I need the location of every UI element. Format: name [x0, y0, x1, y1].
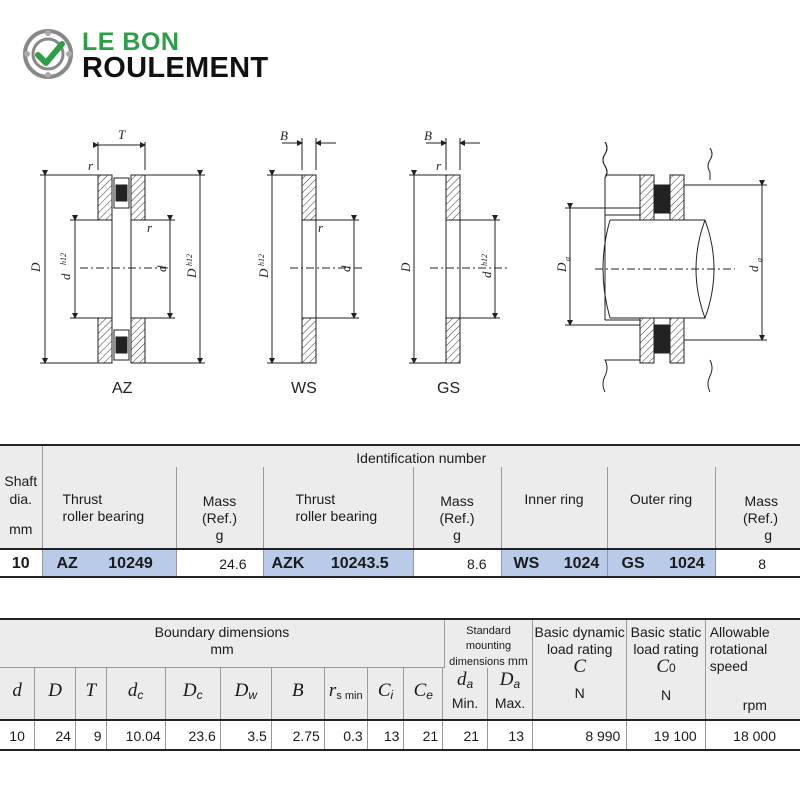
identification-table [0, 444, 800, 578]
gs-designation [607, 549, 715, 577]
val-Da: 13 [488, 720, 533, 750]
ws-dim-d-outer: D [256, 268, 271, 278]
val-D: 24 [35, 720, 76, 750]
stat-sub: 0 [669, 661, 676, 675]
val-rs: 0.3 [324, 720, 367, 750]
speed-header-line1: Allowable [709, 624, 770, 640]
boundary-header-line1: Boundary dimensions [154, 624, 290, 640]
az-dim-sup-1: h12 [59, 253, 68, 265]
asm-dim-da-inner: d [746, 265, 761, 272]
az-dim-d: d [154, 265, 169, 272]
bearing-drawings [0, 120, 800, 410]
shaft-header-line2: dia. [9, 491, 33, 507]
table-row [0, 549, 800, 577]
asm-dim-sub-2: a [755, 258, 764, 262]
logo-line-2: ROULEMENT [82, 52, 269, 84]
speed-header-unit: rpm [742, 697, 767, 713]
col-dc [106, 668, 165, 720]
az-dim-d-inner: d [58, 273, 73, 280]
identification-title: Identification number [42, 445, 800, 467]
col-Da-sub: a [513, 677, 521, 691]
shaft-value: 10 [11, 555, 30, 572]
speed-header [705, 619, 800, 720]
az-dim-t: T [118, 127, 126, 142]
azk-prefix: AZK [271, 555, 305, 572]
col-dc-sub: c [137, 688, 144, 702]
col-Dc-main: D [182, 680, 197, 701]
azk-mass: 8.6 [413, 549, 501, 577]
col-Dc [165, 668, 220, 720]
mass1-header-line1: Mass [202, 493, 237, 509]
val-Dc: 23.6 [165, 720, 220, 750]
dyn-header-line2: load rating [546, 641, 613, 657]
ws-drawing [267, 138, 365, 363]
mount-header-unit: mm [507, 654, 528, 668]
boundary-header-line2: mm [210, 641, 234, 657]
figure-label-ws: WS [291, 380, 317, 397]
mass1-header [176, 467, 263, 549]
mass3-header [715, 467, 800, 549]
mass3-header-line2: (Ref.) [743, 510, 778, 526]
val-B: 2.75 [271, 720, 324, 750]
ws-number: 1024 [563, 555, 600, 572]
dyn-header-sym: C [573, 656, 587, 677]
mass1-header-unit: g [215, 527, 224, 543]
col-Dw [220, 668, 271, 720]
val-Ce: 21 [404, 720, 443, 750]
gs-drawing [409, 138, 510, 363]
val-C0: 19 100 [627, 720, 705, 750]
val-Dw: 3.5 [220, 720, 271, 750]
az-mass: 24.6 [176, 549, 263, 577]
col-Ce-sub: e [426, 688, 433, 702]
ws-prefix: WS [513, 555, 540, 572]
col-B: B [271, 668, 324, 720]
gs-dim-sup: h12 [480, 254, 489, 266]
az-dim-d-h12: D [184, 268, 199, 278]
az-dim-r: r [88, 158, 94, 173]
ring-mass: 8 [715, 549, 800, 577]
mass3-header-unit: g [764, 527, 772, 543]
gs-dim-b: B [424, 128, 432, 143]
az-prefix: AZ [56, 555, 78, 572]
az-number: 10249 [108, 555, 153, 572]
trb1-header-line2: roller bearing [62, 508, 145, 524]
az-dim-sup-2: h12 [185, 254, 194, 266]
mount-header-line1: Standard mounting [465, 625, 512, 652]
trb1-header [42, 467, 176, 549]
speed-header-line3: speed [709, 658, 748, 674]
val-T: 9 [75, 720, 106, 750]
boundary-header [0, 620, 444, 668]
dynamic-rating-header [533, 619, 627, 720]
col-da-limit: Min. [451, 695, 479, 711]
col-Dc-sub: c [196, 688, 203, 702]
col-d: d [12, 680, 22, 701]
col-rs-main: r [328, 680, 337, 701]
ws-dim-r: r [318, 220, 324, 235]
trb2-header-line2: roller bearing [295, 508, 378, 524]
mount-header-line2 [445, 654, 532, 670]
gs-dim-d-outer: D [398, 262, 413, 272]
mount-header-dims: dimensions [449, 656, 505, 668]
col-Ce [404, 668, 443, 720]
trb1-header-line1: Thrust [62, 491, 103, 507]
col-Ci [367, 668, 404, 720]
azk-designation [263, 549, 413, 577]
asm-dim-da-outer: D [554, 262, 569, 272]
val-Ci: 13 [367, 720, 404, 750]
logo-line-1: LE BON [82, 28, 180, 56]
col-da [443, 668, 488, 720]
boundary-mount-header [0, 619, 533, 668]
ws-dim-b: B [280, 128, 288, 143]
shaft-header-unit: mm [9, 521, 33, 537]
dyn-header-unit: N [574, 685, 585, 701]
val-C: 8 990 [533, 720, 627, 750]
ws-designation [501, 549, 607, 577]
ws-dim-sup: h12 [257, 254, 266, 266]
mass2-header-unit: g [453, 527, 461, 543]
inner-ring-header: Inner ring [501, 467, 607, 549]
col-Ci-sub: i [390, 688, 394, 702]
val-dc: 10.04 [106, 720, 165, 750]
static-rating-header [627, 619, 705, 720]
gs-number: 1024 [669, 555, 705, 572]
gs-prefix: GS [621, 555, 645, 572]
mass3-header-line1: Mass [744, 493, 778, 509]
dimensions-table [0, 618, 800, 751]
bearing-check-icon [22, 28, 74, 80]
stat-header-unit: N [660, 687, 672, 703]
val-da: 21 [443, 720, 488, 750]
mass1-header-line2: (Ref.) [202, 510, 237, 526]
col-T: T [75, 668, 106, 720]
shaft-header-line1: Shaft [4, 473, 38, 489]
col-rs-sub: s min [336, 690, 363, 702]
col-Da-main: D [499, 669, 514, 690]
dyn-header-line1: Basic dynamic [534, 624, 625, 640]
col-D: D [35, 668, 76, 720]
outer-ring-header: Outer ring [607, 467, 715, 549]
col-dc-main: d [127, 680, 138, 701]
shaft-header [0, 445, 42, 549]
figure-label-gs: GS [437, 380, 461, 397]
az-dim-r2: r [147, 220, 153, 235]
trb2-header [263, 467, 413, 549]
col-Ci-main: C [377, 680, 391, 701]
col-Ce-main: C [413, 680, 427, 701]
col-rs [324, 668, 367, 720]
asm-dim-sub-1: a [563, 257, 572, 261]
col-Dw-main: D [234, 680, 249, 701]
stat-header-line2: load rating [633, 641, 699, 657]
col-Da [488, 668, 533, 720]
col-Da-limit: Max. [494, 695, 526, 711]
ws-dim-d: d [338, 265, 353, 272]
az-dim-d-outer: D [28, 262, 43, 272]
table-row [0, 720, 800, 750]
stat-header-sym [627, 658, 704, 677]
azk-number: 10243.5 [330, 555, 389, 572]
col-Dw-sub: w [248, 688, 257, 702]
stat-sym: C [656, 656, 670, 677]
brand-logo [22, 26, 312, 86]
val-d: 10 [9, 728, 25, 744]
trb2-header-line1: Thrust [295, 491, 336, 507]
mass2-header-line1: Mass [440, 493, 474, 509]
gs-dim-d-h12: d [479, 271, 494, 278]
figure-label-az: AZ [112, 380, 133, 397]
speed-header-line2: rotational [709, 641, 768, 657]
mass2-header [413, 467, 501, 549]
stat-header-line1: Basic static [630, 624, 702, 640]
mass2-header-line2: (Ref.) [439, 510, 475, 526]
gs-dim-r: r [436, 158, 442, 173]
assembly-drawing [565, 142, 767, 392]
az-designation [42, 549, 176, 577]
col-da-sub: a [466, 677, 474, 691]
col-da-main: d [456, 669, 467, 690]
az-drawing [40, 142, 205, 363]
mount-header [444, 620, 532, 668]
val-speed: 18 000 [705, 720, 800, 750]
